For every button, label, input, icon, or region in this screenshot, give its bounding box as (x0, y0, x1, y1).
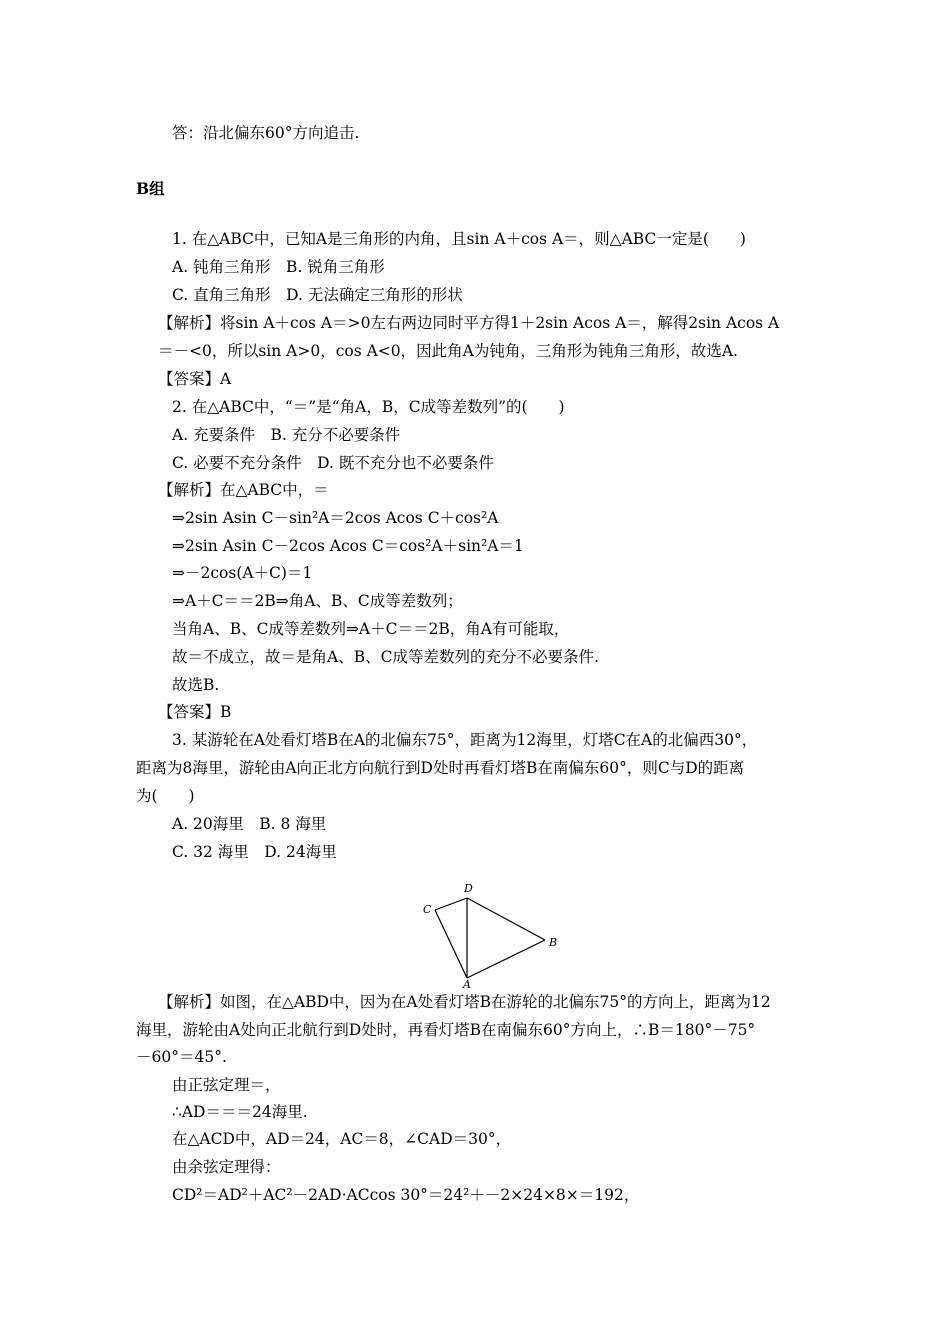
q3-analysis-line-2: 海里，游轮由A处向正北航行到D处时，再看灯塔B在南偏东60°方向上，∴B＝180°－75° (136, 1021, 756, 1039)
segment-cd (435, 898, 467, 910)
q2-options-ab: A. 充要条件 B. 充分不必要条件 (172, 426, 401, 444)
q2-analysis-line-3: ⇒2sin Asin C－2cos Acos C＝cos²A＋sin²A＝1 (172, 537, 524, 555)
q2-analysis-line-5: ⇒A＋C＝＝2B⇒角A、B、C成等差数列； (172, 592, 463, 610)
q3-analysis-line-3: －60°＝45°. (136, 1048, 227, 1066)
point-label-a: A (463, 978, 471, 988)
q2-answer: 【答案】B (158, 703, 232, 721)
q2-analysis-line-6: 当角A、B、C成等差数列⇒A＋C＝＝2B，角A有可能取， (172, 620, 570, 638)
q3-stem-line-1: 3. 某游轮在A处看灯塔B在A的北偏东75°，距离为12海里，灯塔C在A的北偏西30°， (172, 731, 758, 749)
q3-stem-line-3: 为( ) (136, 787, 195, 805)
q2-analysis-line-2: ⇒2sin Asin C－sin²A＝2cos Acos C＋cos²A (172, 509, 499, 527)
point-label-c: C (423, 903, 432, 916)
q3-analysis-line-8: CD²＝AD²＋AC²－2AD·ACcos 30°＝24²＋－2×24×8×＝192， (172, 1186, 640, 1204)
q1-analysis-line-1: 【解析】将sin A＋cos A＝>0左右两边同时平方得1＋2sin Acos A＝，解得2sin Acos A (158, 314, 780, 332)
q2-stem: 2. 在△ABC中，“＝”是“角A，B，C成等差数列”的( ) (172, 398, 565, 416)
q2-analysis-line-1: 【解析】在△ABC中，＝ (158, 481, 329, 499)
segment-ca (435, 910, 467, 978)
q1-stem: 1. 在△ABC中，已知A是三角形的内角，且sin A＋cos A＝，则△ABC一定是( ) (172, 230, 746, 248)
q2-options-cd: C. 必要不充分条件 D. 既不充分也不必要条件 (172, 454, 494, 472)
q3-analysis-line-4: 由正弦定理＝， (172, 1076, 281, 1094)
previous-answer: 答：沿北偏东60°方向追击. (172, 124, 360, 142)
q3-options-ab: A. 20海里 B. 8 海里 (172, 815, 327, 833)
q2-analysis-line-7: 故＝不成立，故＝是角A、B、C成等差数列的充分不必要条件. (172, 648, 599, 666)
q2-analysis-line-8: 故选B. (172, 676, 220, 694)
q2-analysis-line-4: ⇒－2cos(A＋C)＝1 (172, 564, 313, 582)
q1-analysis-line-2: ＝－<0，所以sin A>0，cos A<0，因此角A为钝角，三角形为钝角三角形，故选A. (158, 342, 738, 360)
section-title: B组 (136, 179, 165, 198)
q3-analysis-line-1: 【解析】如图，在△ABD中，因为在A处看灯塔B在游轮的北偏东75°的方向上，距离为12 (158, 993, 771, 1011)
segment-ab (467, 940, 545, 978)
segment-db (467, 898, 545, 940)
q3-analysis-line-5: ∴AD＝＝＝24海里. (172, 1103, 308, 1121)
q1-options-cd: C. 直角三角形 D. 无法确定三角形的形状 (172, 286, 463, 304)
q3-stem-line-2: 距离为8海里，游轮由A向正北方向航行到D处时再看灯塔B在南偏东60°，则C与D的距离 (136, 759, 745, 777)
point-label-d: D (464, 882, 473, 895)
q1-options-ab: A. 钝角三角形 B. 锐角三角形 (172, 258, 385, 276)
q3-options-cd: C. 32 海里 D. 24海里 (172, 843, 337, 861)
q1-answer: 【答案】A (158, 370, 232, 388)
q3-analysis-line-6: 在△ACD中，AD＝24，AC＝8，∠CAD＝30°， (172, 1130, 512, 1148)
triangle-diagram (415, 878, 565, 988)
point-label-b: B (549, 936, 558, 949)
q3-analysis-line-7: 由余弦定理得： (172, 1158, 281, 1176)
